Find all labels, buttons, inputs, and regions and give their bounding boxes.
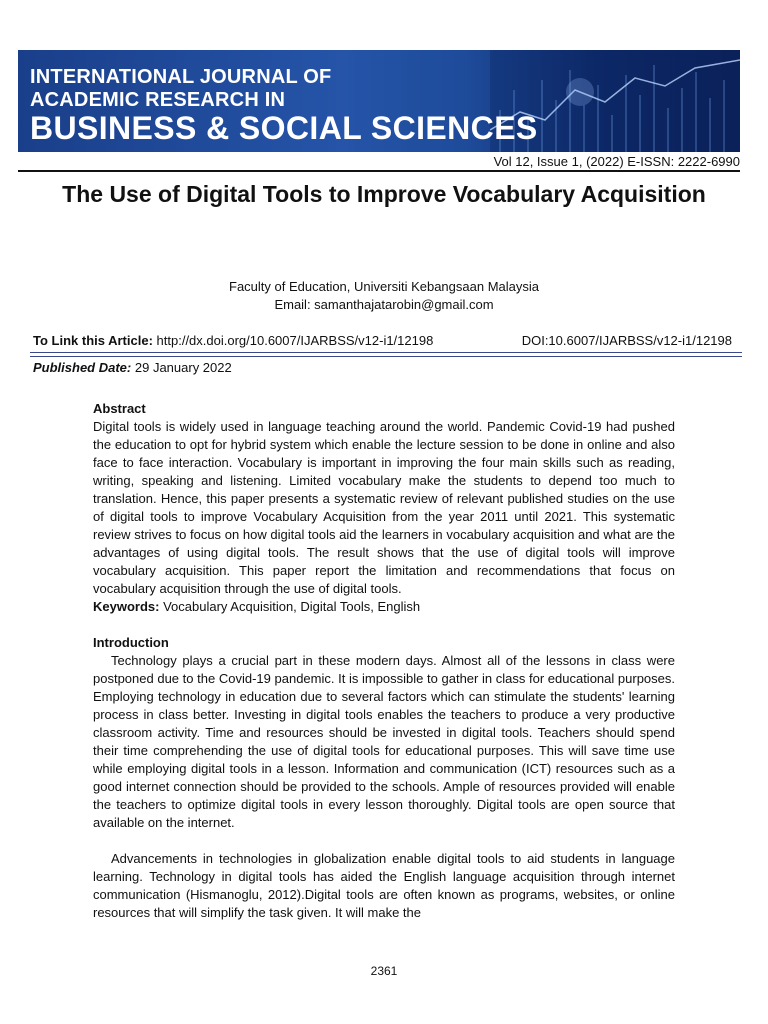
published-label: Published Date: [33, 360, 132, 375]
doi[interactable]: DOI:10.6007/IJARBSS/v12-i1/12198 [521, 333, 732, 348]
affiliation: Faculty of Education, Universiti Kebangsaan Malaysia [229, 279, 539, 294]
keywords-label: Keywords: [93, 599, 160, 614]
introduction-paragraph-1: Technology plays a crucial part in these modern days. Almost all of the lessons in class were postponed due to the Covid-19 pandemic. It is impossible to gather in class for educational purposes. Employing technology in education due to several factors which can stimulate the students' learning process in class better. Investing in digital tools enables the teachers to produce a very productive classroom activity. Time and resources should be invested in digital tools. Teachers should spend their time comprehending the use of digital tools for educational purposes. This will save time use while employing digital tools in a lesson. Information and communication (ICT) resources such as a good internet connection should be provided to the schools. Ample of resources provided will enable the teachers to optimize digital tools in every lesson thoroughly. Digital tools are open source that available on the internet. [93, 653, 675, 830]
abstract-heading: Abstract [93, 401, 146, 416]
link-label: To Link this Article: [33, 333, 153, 348]
header-divider [18, 170, 740, 172]
journal-name-line3: BUSINESS & SOCIAL SCIENCES [30, 110, 538, 146]
keywords-row [93, 598, 675, 616]
page-number: 2361 [370, 964, 398, 978]
keywords: Vocabulary Acquisition, Digital Tools, English [163, 599, 421, 614]
abstract-text: Digital tools is widely used in language teaching around the world. Pandemic Covid-19 had pushed the education to opt for hybrid system which enable the lecture session to be done in online and also face to face interaction. Vocabulary is important in improving the four main skills such as reading, writing, speaking and listening. Limited vocabulary make the students to depend too much to translation. Hence, this paper presents a systematic review of relevant published studies on the use of digital tools to improve Vocabulary Acquisition from the year 2011 until 2021. This systematic review strives to focus on how digital tools aid the learners in vocabulary acquisition and what are the advantages of using digital tools. The result shows that the use of digital tools will improve vocabulary acquisition. This paper report the limitation and recommendations that focus on vocabulary acquisition through the use of digital tools. [93, 419, 675, 596]
introduction-heading: Introduction [93, 635, 169, 650]
link-divider [30, 352, 742, 357]
article-body [93, 400, 675, 922]
journal-name-line1: INTERNATIONAL JOURNAL OF [30, 66, 332, 88]
journal-name-line2: ACADEMIC RESEARCH IN [30, 89, 286, 111]
author-email: Email: samanthajatarobin@gmail.com [274, 297, 494, 312]
volume-info: Vol 12, Issue 1, (2022) E-ISSN: 2222-6990 [493, 154, 740, 169]
journal-banner [18, 50, 740, 152]
introduction-paragraph-2: Advancements in technologies in globalization enable digital tools to aid students in language learning. Technology in digital tools has aided the English language acquisition through internet communication (Hismanoglu, 2012).Digital tools are often known as programs, websites, or online resources that will simplify the task given. It will make the [93, 851, 675, 920]
link-url[interactable]: http://dx.doi.org/10.6007/IJARBSS/v12-i1/12198 [156, 333, 434, 348]
published-date: 29 January 2022 [134, 360, 232, 375]
article-title: The Use of Digital Tools to Improve Vocabulary Acquisition [62, 181, 706, 207]
published-date-row [33, 360, 232, 375]
article-link [33, 333, 433, 348]
